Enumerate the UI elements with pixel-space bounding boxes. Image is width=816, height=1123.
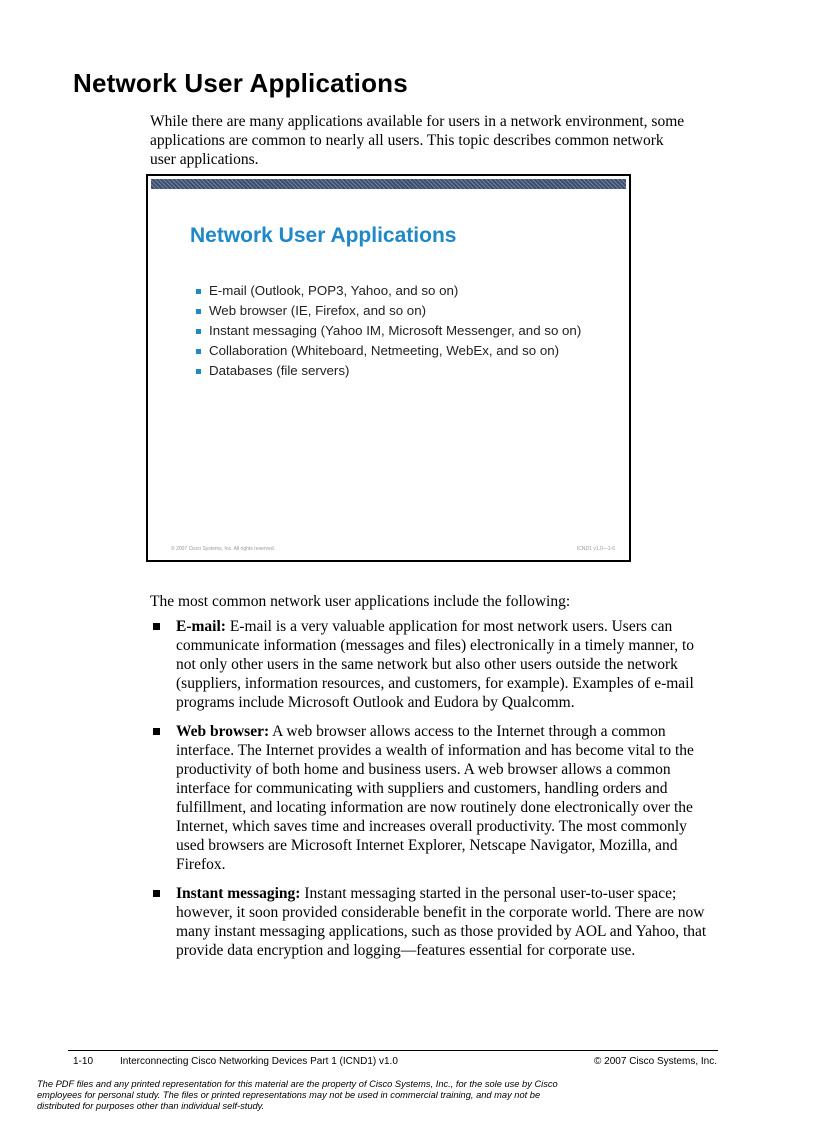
- slide-bullet-list: [196, 281, 581, 381]
- list-item-text: Instant messaging started in the personal user-to-user space; however, it soon provided considerable benefit in the corporate world. There are now many instant messaging applications, such as those provided by AOL and Yahoo, that provide data encryption and logging—features essential for corporate use.: [176, 885, 707, 959]
- page-number: 1-10: [73, 1056, 94, 1067]
- copyright-notice: © 2007 Cisco Systems, Inc.: [594, 1056, 717, 1067]
- list-item-text: A web browser allows access to the Internet through a common interface. The Internet provides a wealth of information and has become vital to the productivity of both home and business users. A web browser allows a common interface for communicating with suppliers and customers, handling orders and fulfillment, and locating information are now routinely done electronically over the Internet, which saves time and increases overall productivity. The most commonly used browsers are Microsoft Internet Explorer, Netscape Navigator, Mozilla, and Firefox.: [176, 723, 694, 873]
- application-list: [152, 617, 712, 970]
- list-item-term: E-mail:: [176, 618, 226, 635]
- list-item: [152, 722, 712, 874]
- list-item-term: Instant messaging:: [176, 885, 301, 902]
- slide-list-item: Web browser (IE, Firefox, and so on): [196, 301, 581, 321]
- slide-id: ICND1 v1.0—1-6: [576, 546, 615, 552]
- slide-list-item: Instant messaging (Yahoo IM, Microsoft Messenger, and so on): [196, 321, 581, 341]
- slide-list-item: E-mail (Outlook, POP3, Yahoo, and so on): [196, 281, 581, 301]
- lead-sentence: The most common network user applications include the following:: [150, 593, 571, 610]
- slide-copyright: © 2007 Cisco Systems, Inc. All rights reserved.: [171, 546, 276, 552]
- slide-figure: [146, 174, 631, 562]
- list-item-text: E-mail is a very valuable application for most network users. Users can communicate information (messages and files) electronically in a timely manner, to not only other users in the same network but also other users outside the network (suppliers, information resources, and customers, for example). Examples of e-mail programs include Microsoft Outlook and Eudora by Qualcomm.: [176, 618, 695, 711]
- footer-divider: [68, 1050, 718, 1051]
- slide-header-band: [151, 179, 626, 189]
- slide-title: Network User Applications: [190, 224, 457, 247]
- disclaimer: The PDF files and any printed representation for this material are the property of Cisco Systems, Inc., for the sole use by Cisco employees for personal study. The files or printed representations may not be used in commercial training, and may not be distributed for purposes other than individual self-study.: [37, 1079, 558, 1111]
- list-item: [152, 884, 712, 960]
- page-title: Network User Applications: [73, 68, 408, 98]
- list-item-term: Web browser:: [176, 723, 270, 740]
- slide-list-item: Collaboration (Whiteboard, Netmeeting, WebEx, and so on): [196, 341, 581, 361]
- list-item: [152, 617, 712, 712]
- slide-list-item: Databases (file servers): [196, 361, 581, 381]
- intro-paragraph: While there are many applications available for users in a network environment, some applications are common to nearly all users. This topic describes common network user applications.: [150, 113, 685, 168]
- course-title: Interconnecting Cisco Networking Devices Part 1 (ICND1) v1.0: [120, 1056, 398, 1067]
